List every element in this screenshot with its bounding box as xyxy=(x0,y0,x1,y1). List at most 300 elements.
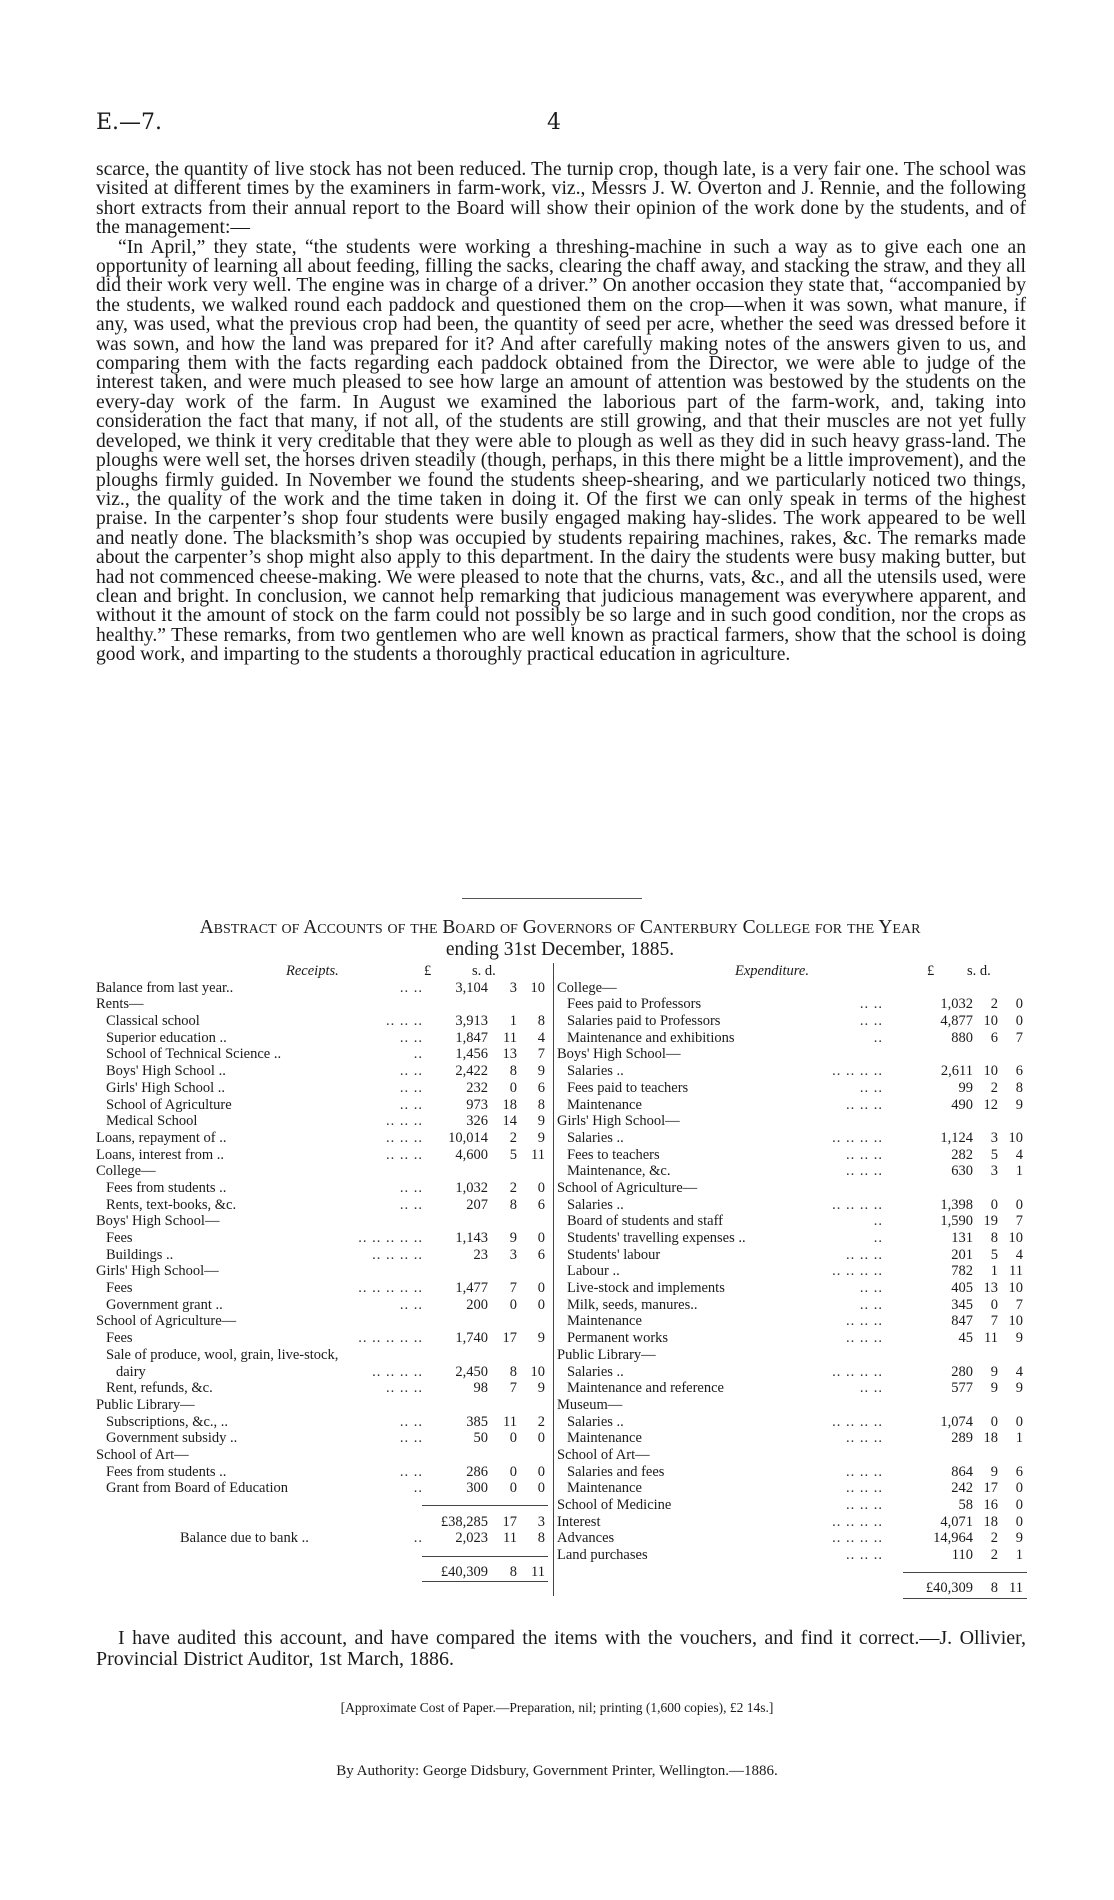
amount-shillings: 0 xyxy=(509,1079,517,1096)
amount-shillings: 5 xyxy=(509,1146,517,1163)
amount-pence: 4 xyxy=(1015,1363,1023,1380)
amount-shillings: 3 xyxy=(509,979,517,996)
amount-pounds: 99 xyxy=(958,1079,973,1096)
amount-shillings: 9 xyxy=(990,1380,998,1397)
row-label: Fees paid to Professors xyxy=(567,996,702,1013)
row-label: Grant from Board of Education xyxy=(106,1480,289,1497)
amount-pence: 8 xyxy=(537,1013,545,1030)
account-row xyxy=(557,1313,1027,1330)
leader-dots: .. .. .. .. .. xyxy=(358,1330,423,1347)
account-row xyxy=(96,1347,548,1364)
amount-pence: 10 xyxy=(1008,1280,1023,1297)
receipts-heading: Receipts. xyxy=(286,963,339,979)
paragraph: “In April,” they state, “the students were working a threshing-machine in such a way as to give each one an opportunity of learning all about feeding, filling the sacks, clearing the chaff away, and stacking the straw, and they all did their work very well. The engine was in charge of a driver.” On another occasion they state that, “accompanied by the students, we walked round each paddock and questioned them on the crop—when it was sown, what manure, if any, was used, what the previous crop had been, the quantity of seed per acre, whether the seed was dressed before it was sown, and how the land was prepared for it? And after carefully making notes of the answers given to us, and comparing them with the facts regarding each paddock obtained from the Director, we were able to judge of the interest taken, and were much pleased to see how large an amount of attention was bestowed by the students on the every-day work of the farm. In August we examined the laborious part of the farm-work, and, taking into consideration the fact that many, if not all, of the students are still growing, and that their muscles are not yet fully developed, we think it very creditable that they were able to plough as well as they did in such heavy grass-land. The ploughs were well set, the horses driven steadily (though, perhaps, in this there might be a little improvement), and the ploughs firmly guided. In November we found the students sheep-shearing, and we particularly noticed two things, viz., the quality of the work and the time taken in doing it. Of the first we can only speak in terms of the highest praise. In the carpenter’s shop four students were busily engaged making hay-slides. The work appeared to be well and neatly done. The blacksmith’s shop was occupied by students repairing machines, rakes, &c. The remarks made about the carpenter’s shop might also apply to this department. In the dairy the students were busy making butter, but had not commenced cheese-making. We were pleased to note that the churns, vats, &c., and all the utensils used, were clean and bright. In conclusion, we cannot help remarking that judicious management was everywhere apparent, and without it the amount of stock on the farm could not possibly be so large and in such good condition, nor the crops as healthy.” These remarks, from two gentlemen who are well known as practical farmers, show that the school is doing good work, and imparting to the students a thoroughly practical education in agriculture. xyxy=(96,236,1026,666)
amount-shillings: 19 xyxy=(983,1213,998,1230)
account-row xyxy=(557,1580,1027,1597)
leader-dots: .. .. xyxy=(399,1029,423,1046)
amount-pounds: 2,611 xyxy=(940,1063,973,1080)
row-label: Maintenance and exhibitions xyxy=(567,1029,735,1046)
leader-dots: .. .. xyxy=(859,1013,883,1030)
account-row xyxy=(96,1364,548,1381)
account-row xyxy=(96,1564,548,1581)
account-row xyxy=(557,1430,1027,1447)
account-row xyxy=(557,1530,1027,1547)
row-label: Salaries .. xyxy=(567,1129,624,1146)
leader-dots: .. .. xyxy=(399,1463,423,1480)
amount-pounds: 1,124 xyxy=(940,1129,973,1146)
row-label: College— xyxy=(557,979,617,996)
amount-shillings: 14 xyxy=(502,1113,517,1130)
amount-pence: 8 xyxy=(537,1096,545,1113)
row-label: Fees from students .. xyxy=(106,1463,227,1480)
amount-shillings: 11 xyxy=(503,1530,517,1547)
account-row xyxy=(96,996,548,1013)
amount-pence: 0 xyxy=(537,1280,545,1297)
account-row xyxy=(96,1030,548,1047)
row-label: Salaries .. xyxy=(567,1063,624,1080)
account-row xyxy=(557,1364,1027,1381)
leader-dots: .. .. .. xyxy=(846,1163,883,1180)
amount-pence: 10 xyxy=(1008,1129,1023,1146)
amount-pence: 11 xyxy=(1009,1580,1023,1597)
row-label: Museum— xyxy=(557,1396,623,1413)
account-row xyxy=(557,1280,1027,1297)
amount-pounds: 4,600 xyxy=(455,1146,488,1163)
row-label: Salaries paid to Professors xyxy=(567,1013,721,1030)
leader-dots: .. .. .. xyxy=(846,1547,883,1564)
account-row xyxy=(557,1113,1027,1130)
amount-shillings: 18 xyxy=(983,1430,998,1447)
account-row xyxy=(96,1447,548,1464)
section-divider xyxy=(462,898,642,899)
amount-pence: 7 xyxy=(1015,1296,1023,1313)
amount-pence: 9 xyxy=(1015,1096,1023,1113)
amount-shillings: 7 xyxy=(990,1313,998,1330)
amount-shillings: 0 xyxy=(509,1296,517,1313)
amount-pence: 10 xyxy=(530,1363,545,1380)
row-label: Live-stock and implements xyxy=(567,1280,725,1297)
amount-pence: 7 xyxy=(1015,1213,1023,1230)
leader-dots: .. .. .. xyxy=(846,1330,883,1347)
amount-shillings: 17 xyxy=(983,1480,998,1497)
account-row xyxy=(557,1130,1027,1147)
account-row xyxy=(96,1514,548,1531)
row-label: Fees paid to teachers xyxy=(567,1079,689,1096)
amount-pence: 0 xyxy=(1015,1413,1023,1430)
account-row xyxy=(557,1046,1027,1063)
leader-dots: .. .. .. .. .. xyxy=(358,1230,423,1246)
amount-shillings: 13 xyxy=(983,1280,998,1297)
account-row xyxy=(96,1430,548,1447)
amount-pounds: £40,309 xyxy=(925,1580,973,1597)
amount-pounds: 2,450 xyxy=(455,1363,488,1380)
row-label: School of Technical Science .. xyxy=(106,1046,282,1063)
row-label: School of Agriculture xyxy=(106,1096,232,1113)
leader-dots: .. .. .. xyxy=(846,1096,883,1113)
amount-pounds: 4,071 xyxy=(940,1513,973,1530)
account-row xyxy=(557,1063,1027,1080)
amount-pence: 0 xyxy=(537,1463,545,1480)
amount-pounds: 2,422 xyxy=(455,1063,488,1080)
row-label: Maintenance xyxy=(567,1480,642,1497)
leader-dots: .. .. .. xyxy=(386,1113,423,1130)
account-row xyxy=(96,1197,548,1214)
amount-pence: 8 xyxy=(537,1530,545,1547)
account-row xyxy=(557,996,1027,1013)
row-label: dairy xyxy=(116,1363,146,1380)
amount-pounds: 300 xyxy=(466,1480,488,1497)
amount-pence: 0 xyxy=(1015,1480,1023,1497)
amount-pence: 9 xyxy=(1015,1380,1023,1397)
amount-pence: 3 xyxy=(537,1513,545,1530)
amount-shillings: 2 xyxy=(509,1129,517,1146)
account-row xyxy=(96,1013,548,1030)
amount-pence: 9 xyxy=(537,1380,545,1397)
amount-pounds: 23 xyxy=(473,1246,488,1263)
receipts-pounds-header: £ xyxy=(424,963,432,979)
account-row xyxy=(96,1397,548,1414)
leader-dots: .. .. .. .. xyxy=(372,1246,423,1263)
account-row xyxy=(557,1464,1027,1481)
amount-shillings: 10 xyxy=(983,1013,998,1030)
row-label: College— xyxy=(96,1163,156,1180)
amount-pounds: 286 xyxy=(466,1463,488,1480)
row-label: School of Agriculture— xyxy=(557,1179,698,1196)
amount-pounds: 1,143 xyxy=(455,1230,488,1246)
amount-pence: 6 xyxy=(1015,1463,1023,1480)
account-row xyxy=(557,1330,1027,1347)
amount-shillings: 17 xyxy=(502,1513,517,1530)
amount-pounds: 326 xyxy=(466,1113,488,1130)
row-label: Public Library— xyxy=(96,1396,195,1413)
row-label: Land purchases xyxy=(557,1547,648,1564)
account-row xyxy=(557,1497,1027,1514)
account-row xyxy=(96,1046,548,1063)
leader-dots: .. xyxy=(413,1046,423,1063)
amount-pence: 2 xyxy=(537,1413,545,1430)
row-label: Fees xyxy=(106,1330,133,1347)
row-label: School of Agriculture— xyxy=(96,1313,237,1330)
account-row xyxy=(557,1347,1027,1364)
row-label: Subscriptions, &c., .. xyxy=(106,1413,229,1430)
leader-dots: .. .. .. .. xyxy=(832,1063,883,1080)
amount-pence: 6 xyxy=(537,1246,545,1263)
account-row xyxy=(96,1247,548,1264)
amount-shillings: 0 xyxy=(990,1296,998,1313)
leader-dots: .. .. .. .. xyxy=(372,1363,423,1380)
account-row xyxy=(96,1147,548,1164)
amount-pence: 0 xyxy=(1015,996,1023,1013)
row-label: Rents— xyxy=(96,996,144,1013)
column-divider xyxy=(553,963,554,1596)
amount-pence: 9 xyxy=(1015,1330,1023,1347)
amount-pence: 11 xyxy=(1009,1263,1023,1280)
amount-shillings: 5 xyxy=(990,1246,998,1263)
amount-shillings: 8 xyxy=(990,1230,998,1246)
amount-shillings: 7 xyxy=(509,1280,517,1297)
account-row xyxy=(557,1514,1027,1531)
amount-pounds: 864 xyxy=(951,1463,973,1480)
leader-dots: .. .. .. .. xyxy=(832,1263,883,1280)
amount-pence: 7 xyxy=(1015,1029,1023,1046)
amount-pence: 9 xyxy=(537,1113,545,1130)
amount-pounds: 3,913 xyxy=(455,1013,488,1030)
amount-shillings: 0 xyxy=(509,1430,517,1447)
leader-dots: .. .. .. xyxy=(386,1380,423,1397)
row-label: Salaries .. xyxy=(567,1363,624,1380)
amount-shillings: 7 xyxy=(509,1380,517,1397)
account-row xyxy=(96,1313,548,1330)
account-row xyxy=(557,1547,1027,1564)
row-label: School of Medicine xyxy=(557,1497,672,1513)
amount-shillings: 11 xyxy=(984,1330,998,1347)
amount-shillings: 2 xyxy=(990,996,998,1013)
row-label: Government subsidy .. xyxy=(106,1430,238,1447)
account-row xyxy=(557,1247,1027,1264)
amount-shillings: 8 xyxy=(990,1580,998,1597)
row-label: Salaries .. xyxy=(567,1413,624,1430)
account-row xyxy=(557,1447,1027,1464)
amount-pence: 10 xyxy=(1008,1230,1023,1246)
amount-shillings: 2 xyxy=(990,1530,998,1547)
amount-pence: 6 xyxy=(537,1196,545,1213)
amount-pence: 4 xyxy=(1015,1146,1023,1163)
amount-pounds: 577 xyxy=(951,1380,973,1397)
amount-shillings: 3 xyxy=(990,1163,998,1180)
account-row xyxy=(557,1197,1027,1214)
leader-dots: .. .. .. xyxy=(846,1313,883,1330)
amount-pounds: 1,477 xyxy=(455,1280,488,1297)
account-row xyxy=(557,1180,1027,1197)
audit-statement xyxy=(96,1628,1026,1670)
amount-pence: 9 xyxy=(537,1063,545,1080)
amount-shillings: 18 xyxy=(983,1513,998,1530)
amount-shillings: 5 xyxy=(990,1146,998,1163)
amount-pence: 0 xyxy=(1015,1013,1023,1030)
account-row xyxy=(557,1297,1027,1314)
row-label: Boys' High School— xyxy=(96,1213,220,1230)
amount-shillings: 8 xyxy=(509,1363,517,1380)
leader-dots: .. .. .. .. xyxy=(832,1196,883,1213)
amount-pounds: 1,032 xyxy=(455,1179,488,1196)
audit-text: I have audited this account, and have compared the items with the vouchers, and find it correct.—J. Ollivier, Provincial District Auditor, 1st March, 1886. xyxy=(96,1627,1026,1670)
leader-dots: .. .. xyxy=(399,1196,423,1213)
amount-pence: 0 xyxy=(1015,1196,1023,1213)
account-row xyxy=(557,1230,1027,1247)
account-row xyxy=(96,1213,548,1230)
amount-pounds: 490 xyxy=(951,1096,973,1113)
leader-dots: .. .. xyxy=(859,1280,883,1297)
amount-pounds: 1,590 xyxy=(940,1213,973,1230)
amount-pounds: 207 xyxy=(466,1196,488,1213)
amount-shillings: 9 xyxy=(990,1463,998,1480)
document-code: E.—7. xyxy=(96,110,163,135)
leader-dots: .. .. xyxy=(399,1413,423,1430)
receipts-header-row xyxy=(96,963,548,980)
leader-dots: .. .. xyxy=(859,1380,883,1397)
amount-pounds: 973 xyxy=(466,1096,488,1113)
amount-pounds: 289 xyxy=(951,1430,973,1447)
leader-dots: .. .. .. xyxy=(846,1480,883,1497)
row-label: Boys' High School— xyxy=(557,1046,681,1063)
leader-dots: .. .. xyxy=(399,1179,423,1196)
account-row xyxy=(96,980,548,997)
page-number: 4 xyxy=(547,110,561,135)
row-label: Medical School xyxy=(106,1113,198,1130)
account-row xyxy=(557,1147,1027,1164)
amount-pounds: 1,847 xyxy=(455,1029,488,1046)
amount-shillings: 11 xyxy=(503,1029,517,1046)
amount-pounds: 280 xyxy=(951,1363,973,1380)
account-row xyxy=(96,1414,548,1431)
leader-dots: .. .. .. .. xyxy=(832,1413,883,1430)
amount-pounds: 630 xyxy=(951,1163,973,1180)
amount-shillings: 8 xyxy=(509,1063,517,1080)
account-row xyxy=(557,1080,1027,1097)
amount-shillings: 11 xyxy=(503,1413,517,1430)
amount-pounds: 282 xyxy=(951,1146,973,1163)
amount-pounds: 232 xyxy=(466,1079,488,1096)
leader-dots: .. .. xyxy=(859,996,883,1013)
amount-pounds: 58 xyxy=(958,1497,973,1513)
row-label: Maintenance, &c. xyxy=(567,1163,671,1180)
account-row xyxy=(96,1464,548,1481)
amount-pence: 9 xyxy=(537,1129,545,1146)
row-label: Girls' High School .. xyxy=(106,1079,226,1096)
row-label: Balance due to bank .. xyxy=(180,1530,309,1547)
account-row xyxy=(96,1380,548,1397)
amount-pounds: 1,398 xyxy=(940,1196,973,1213)
row-label: Fees from students .. xyxy=(106,1179,227,1196)
expenditure-sd-header: s. d. xyxy=(967,963,991,979)
amount-pounds: 1,456 xyxy=(455,1046,488,1063)
leader-dots: .. .. .. .. xyxy=(832,1513,883,1530)
receipts-column xyxy=(96,963,548,1580)
expenditure-header-row xyxy=(557,963,1027,980)
amount-shillings: 9 xyxy=(990,1363,998,1380)
receipts-sd-header: s. d. xyxy=(472,963,496,979)
accounts-title xyxy=(90,917,1030,961)
amount-shillings: 3 xyxy=(509,1246,517,1263)
amount-pence: 0 xyxy=(1015,1497,1023,1513)
amount-shillings: 2 xyxy=(990,1547,998,1564)
leader-dots: .. .. xyxy=(399,1096,423,1113)
leader-dots: .. .. xyxy=(399,1296,423,1313)
account-row xyxy=(96,1280,548,1297)
account-row xyxy=(96,1163,548,1180)
leader-dots: .. .. .. xyxy=(846,1430,883,1447)
amount-shillings: 8 xyxy=(509,1196,517,1213)
account-row xyxy=(96,1330,548,1347)
row-label: Balance from last year.. xyxy=(96,979,234,996)
amount-pounds: 1,032 xyxy=(940,996,973,1013)
leader-dots: .. .. .. xyxy=(386,1146,423,1163)
row-label: Girls' High School— xyxy=(557,1113,680,1130)
amount-shillings: 17 xyxy=(502,1330,517,1347)
amount-pounds: 45 xyxy=(958,1330,973,1347)
account-row xyxy=(96,1480,548,1497)
amount-shillings: 12 xyxy=(983,1096,998,1113)
amount-shillings: 6 xyxy=(990,1029,998,1046)
amount-pounds: 847 xyxy=(951,1313,973,1330)
row-label: Sale of produce, wool, grain, live-stock, xyxy=(106,1346,339,1363)
account-row xyxy=(96,1530,548,1547)
row-label: School of Art— xyxy=(96,1446,189,1463)
row-label: Boys' High School .. xyxy=(106,1063,226,1080)
leader-dots: .. .. xyxy=(859,1296,883,1313)
row-label: Public Library— xyxy=(557,1346,656,1363)
leader-dots: .. .. xyxy=(399,1063,423,1080)
leader-dots: .. .. .. xyxy=(386,1013,423,1030)
amount-pounds: 405 xyxy=(951,1280,973,1297)
amount-pounds: 782 xyxy=(951,1263,973,1280)
amount-pence: 4 xyxy=(1015,1246,1023,1263)
cost-note: [Approximate Cost of Paper.—Preparation, nil; printing (1,600 copies), £2 14s.] xyxy=(340,1700,774,1715)
account-row xyxy=(557,1480,1027,1497)
amount-pounds: 131 xyxy=(951,1230,973,1246)
amount-pounds: 345 xyxy=(951,1296,973,1313)
account-row xyxy=(557,1030,1027,1047)
expenditure-rows xyxy=(557,980,1027,1597)
amount-pounds: 2,023 xyxy=(455,1530,488,1547)
row-label: Maintenance xyxy=(567,1096,642,1113)
amount-shillings: 9 xyxy=(509,1230,517,1246)
amount-pounds: £38,285 xyxy=(440,1513,488,1530)
account-row xyxy=(557,980,1027,997)
leader-dots: .. xyxy=(873,1029,883,1046)
amount-pence: 0 xyxy=(537,1430,545,1447)
account-row xyxy=(96,1130,548,1147)
amount-shillings: 2 xyxy=(509,1179,517,1196)
account-row xyxy=(557,1414,1027,1431)
amount-pounds: 880 xyxy=(951,1029,973,1046)
amount-pounds: 10,014 xyxy=(448,1129,488,1146)
amount-pence: 0 xyxy=(1015,1513,1023,1530)
amount-pence: 0 xyxy=(537,1179,545,1196)
amount-shillings: 1 xyxy=(990,1263,998,1280)
amount-pence: 11 xyxy=(531,1563,545,1580)
leader-dots: .. .. .. xyxy=(386,1129,423,1146)
amount-pence: 7 xyxy=(537,1046,545,1063)
row-label: Classical school xyxy=(106,1013,200,1030)
amount-pence: 10 xyxy=(530,979,545,996)
amount-shillings: 18 xyxy=(502,1096,517,1113)
amount-pence: 0 xyxy=(537,1230,545,1246)
accounts-title-line1: Abstract of Accounts of the Board of Governors of Canterbury College for the Year xyxy=(199,917,921,938)
account-row xyxy=(557,1213,1027,1230)
amount-pence: 11 xyxy=(531,1146,545,1163)
amount-pounds: 1,074 xyxy=(940,1413,973,1430)
account-row xyxy=(557,1397,1027,1414)
row-label: School of Art— xyxy=(557,1446,650,1463)
row-label: Fees xyxy=(106,1230,133,1246)
subtotal-rule xyxy=(422,1505,548,1506)
amount-pounds: 201 xyxy=(951,1246,973,1263)
amount-shillings: 3 xyxy=(990,1129,998,1146)
account-row xyxy=(557,1263,1027,1280)
amount-pounds: 50 xyxy=(473,1430,488,1447)
account-row xyxy=(96,1063,548,1080)
expenditure-pounds-header: £ xyxy=(927,963,935,979)
amount-shillings: 0 xyxy=(990,1413,998,1430)
amount-pounds: £40,309 xyxy=(440,1563,488,1580)
row-label: Advances xyxy=(557,1530,615,1547)
row-label: Fees xyxy=(106,1280,133,1297)
row-label: Board of students and staff xyxy=(567,1213,723,1230)
leader-dots: .. .. xyxy=(399,1079,423,1096)
amount-pounds: 3,104 xyxy=(455,979,488,996)
amount-pence: 9 xyxy=(537,1330,545,1347)
